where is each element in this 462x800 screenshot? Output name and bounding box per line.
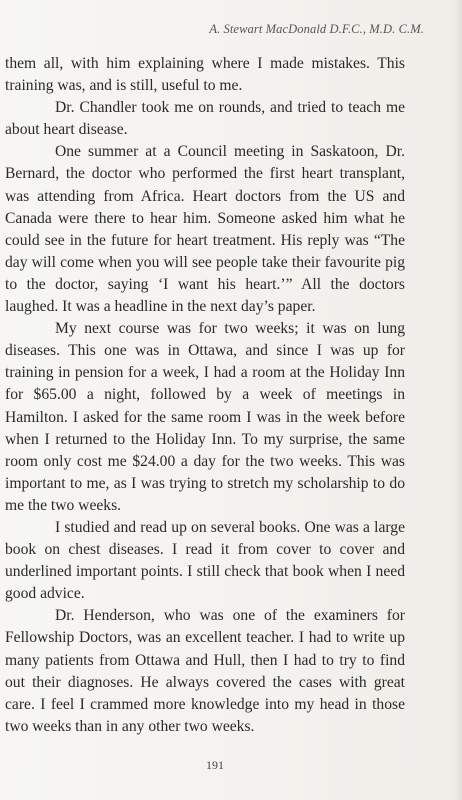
paragraph-6: Dr. Henderson, who was one of the examiners for Fellowship Doctors, was an excellent teacher. I had to write up many patients from Ottawa and Hull, then I had to try to find out their diagnoses. He always covered the cases with great care. I feel I crammed more knowledge into my head in those two weeks than in any other two weeks. bbox=[5, 607, 405, 735]
paragraph-5: I studied and read up on several books. One was a large book on chest diseases. I read it from cover to cover and underlined important points. I still check that book when I need good advice. bbox=[5, 518, 405, 603]
paragraph-3: One summer at a Council meeting in Saskatoon, Dr. Bernard, the doctor who performed the first heart transplant, was attending from Africa. Heart doctors from the US and Canada were there to hear him. Someone asked him what he could see in the future for heart treatment. His reply was “The day will come when you will see people take their favourite pig to the doctor, saying ‘I want his heart.’” All the doctors laughed. It was a headline in the next day’s paper. bbox=[5, 143, 405, 316]
page-edge-shadow bbox=[454, 0, 462, 800]
paragraph-2: Dr. Chandler took me on rounds, and tried to teach me about heart disease. bbox=[5, 99, 405, 139]
paragraph-4: My next course was for two weeks; it was on lung diseases. This one was in Ottawa, and since I was up for training in pension for a week, I had a room at the Holiday Inn for $65.00 a night, followed by a week of meetings in Hamilton. I asked for the same room I was in the week before when I returned to the Holiday Inn. To my surprise, the same room only cost me $24.00 a day for the two weeks. This was important to me, as I was trying to stretch my scholarship to do me the two weeks. bbox=[5, 320, 405, 514]
running-head: A. Stewart MacDonald D.F.C., M.D. C.M. bbox=[209, 22, 424, 36]
page-body bbox=[5, 53, 405, 738]
page-number: 191 bbox=[206, 758, 224, 772]
paragraph-1: them all, with him explaining where I made mistakes. This training was, and is still, useful to me. bbox=[5, 55, 405, 95]
